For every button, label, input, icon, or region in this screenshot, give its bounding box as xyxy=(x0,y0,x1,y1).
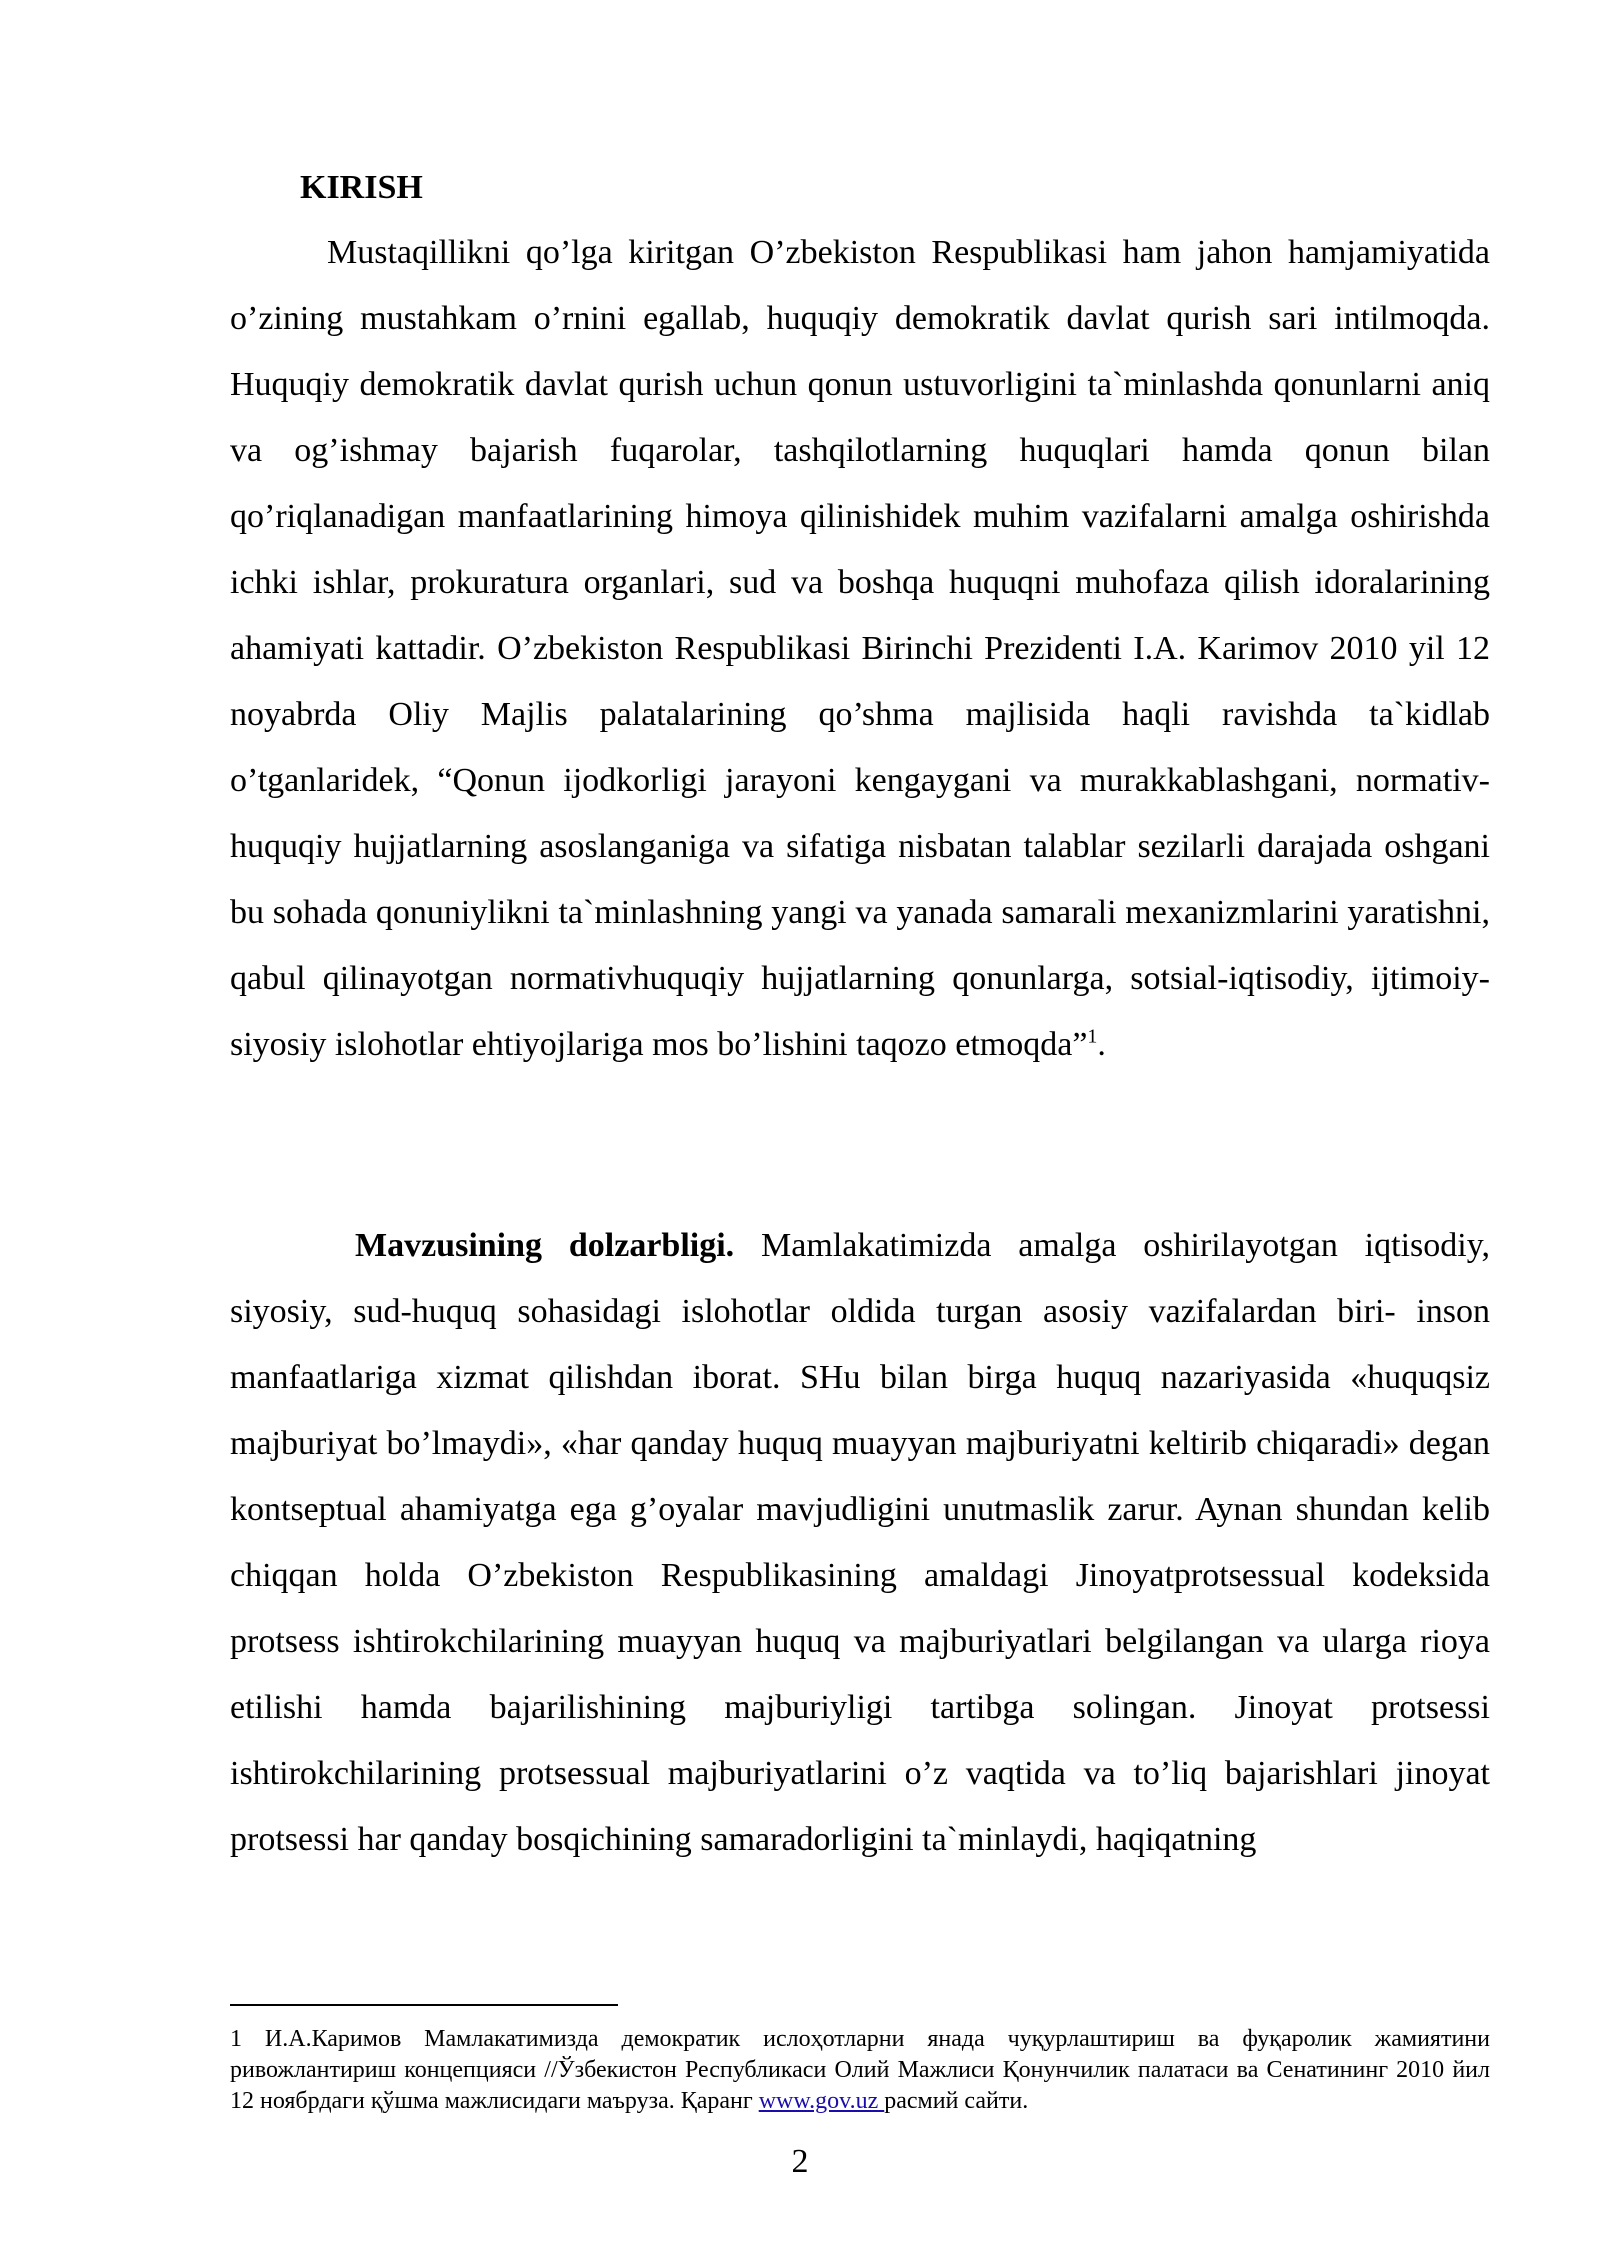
footnote-text: И.А.Каримов Мамлакатимизда демократик ислоҳотларни янада чуқурлаштириш ва фуқаролик жамиятини ривожлантириш концепцияси //Ўзбекистон Республикаси Олий Мажлиси Қонунчилик палатаси ва Сенатининг 2010 йил 12 ноябрдаги қўшма мажлисидаги маъруза. Қаранг xyxy=(230,2026,1490,2114)
footnote-separator xyxy=(230,2004,618,2006)
relevance-paragraph-text: Mamlakatimizda amalga oshirilayotgan iqtisodiy, siyosiy, sud-huquq sohasidagi islohotlar oldida turgan asosiy vazifalardan biri- inson manfaatlariga xizmat qilishdan iborat. SHu bilan birga huquq nazariyasida «huquqsiz majburiyat bo’lmaydi», «har qanday huquq muayyan majburiyatni keltirib chiqaradi» degan kontseptual ahamiyatga ega g’oyalar mavjudligini unutmaslik zarur. Aynan shundan kelib chiqqan holda O’zbekiston Respublikasining amaldagi Jinoyatprotsessual kodeksida protsess ishtirokchilarining muayyan huquq va majburiyatlari belgilangan va ularga rioya etilishi hamda bajarilishining majburiyligi tartibga solingan. Jinoyat protsessi ishtirokchilarining protsessual majburiyatlarini o’z vaqtida va to’liq bajarishlari jinoyat protsessi har qanday bosqichining samaradorligini ta`minlaydi, haqiqatning xyxy=(230,1227,1490,1858)
intro-paragraph-end: . xyxy=(1097,1026,1106,1063)
footnote-link[interactable]: www.gov.uz xyxy=(758,2088,885,2114)
footnote-tail: расмий сайти. xyxy=(884,2088,1029,2114)
relevance-lead: Mavzusining dolzarbligi. xyxy=(355,1227,735,1264)
intro-paragraph-text: Mustaqillikni qo’lga kiritgan O’zbekiston Respublikasi ham jahon hamjamiyatida o’zining mustahkam o’rnini egallab, huquqiy demokratik davlat qurish sari intilmoqda. Huquqiy demokratik davlat qurish uchun qonun ustuvorligini ta`minlashda qonunlarni aniq va og’ishmay bajarish fuqarolar, tashqilotlarning huquqlari hamda qonun bilan qo’riqlanadigan manfaatlarining himoya qilinishidek muhim vazifalarni amalga oshirishda ichki ishlar, prokuratura organlari, sud va boshqa huquqni muhofaza qilish idoralarining ahamiyati kattadir. O’zbekiston Respublikasi Birinchi Prezidenti I.A. Karimov 2010 yil 12 noyabrda Oliy Majlis palatalarining qo’shma majlisida haqli ravishda ta`kidlab o’tganlaridek, “Qonun ijodkorligi jarayoni kengaygani va murakkablashgani, normativ-huquqiy hujjatlarning asoslanganiga va sifatiga nisbatan talablar sezilarli darajada oshgani bu sohada qonuniylikni ta`minlashning yangi va yanada samarali mexanizmlarini yaratishni, qabul qilinayotgan normativhuquqiy hujjatlarning qonunlarga, sotsial-iqtisodiy, ijtimoiy-siyosiy islohotlar ehtiyojlariga mos bo’lishini taqozo etmoqda” xyxy=(230,234,1490,1063)
relevance-paragraph xyxy=(230,1213,1490,1873)
footnote xyxy=(230,2024,1490,2117)
page-number: 2 xyxy=(791,2143,809,2180)
intro-paragraph xyxy=(230,220,1490,1078)
footnote-reference[interactable]: 1 xyxy=(1087,1025,1098,1048)
section-heading: KIRISH xyxy=(300,169,423,206)
footnote-number: 1 xyxy=(230,2026,242,2052)
